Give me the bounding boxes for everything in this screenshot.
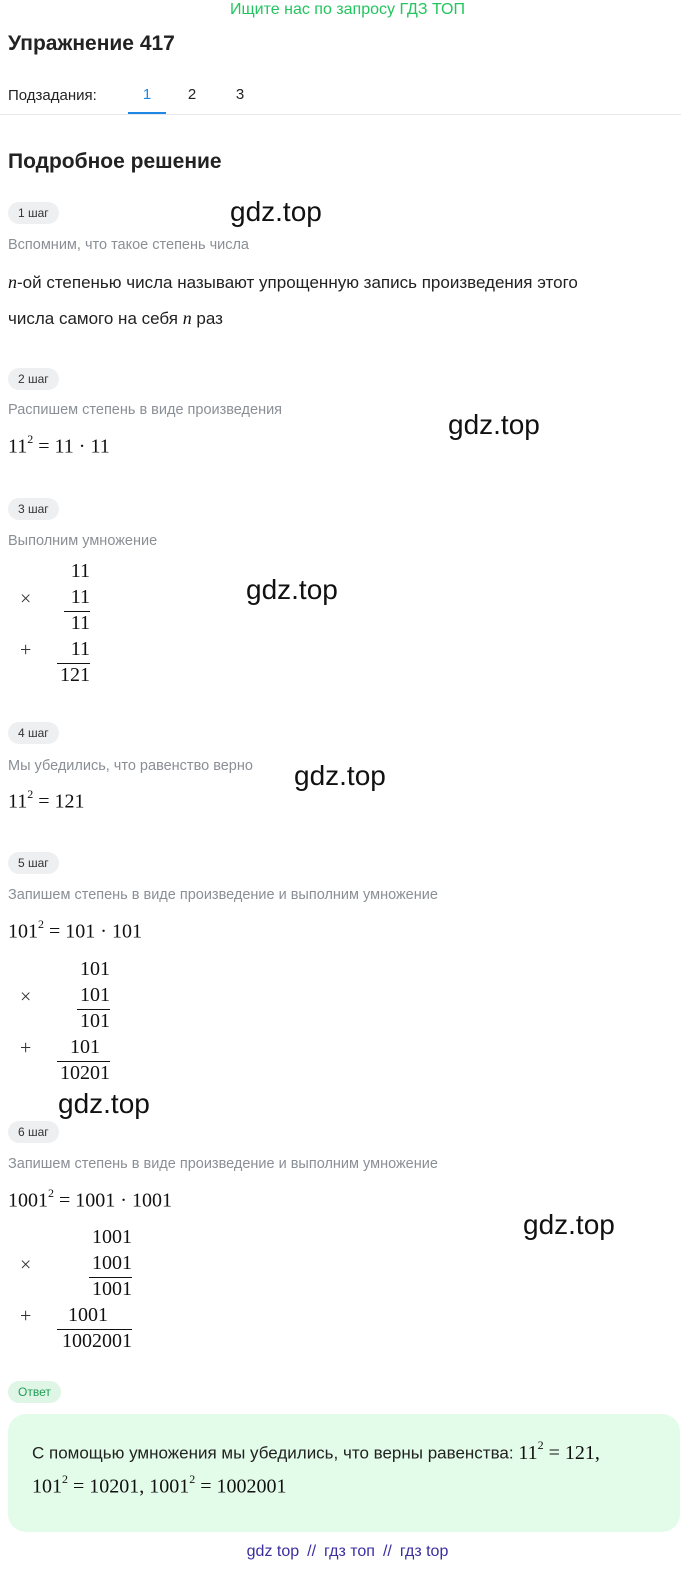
footer-link-gdz-top[interactable]: gdz top [246,1543,300,1560]
partial-product: 1001 [68,1304,108,1326]
equation-exponent: 2 [189,1472,196,1486]
step-1-badge: 1 шаг [8,202,59,224]
subtasks-label: Подзадания: [8,87,97,104]
answer-text: С помощью умножения мы убедились, что верны равенства: [32,1443,519,1463]
equation-base: 1001 [8,1189,48,1212]
step-1-text-a: -ой степенью числа называют упрощенную запись произведения этого [17,273,578,292]
watermark: gdz.top [294,760,386,791]
equation-rhs: = 101 · 101 [49,920,142,943]
footer-link-gdz-top-mixed[interactable]: гдз top [399,1543,449,1560]
equation-exponent: 2 [38,917,44,931]
tabs-divider [0,114,681,115]
step-3-badge: 3 шаг [8,498,59,520]
equation-base: 11 [8,790,28,813]
equation-rhs: = 121 [38,790,85,813]
answer-box [8,1414,680,1532]
column-multiplier: 101 [80,984,110,1006]
step-6-equation [8,1188,172,1213]
step-2-caption: Распишем степень в виде произведения [8,402,283,418]
footer-link-gdz-top-ru[interactable]: гдз топ [324,1543,375,1560]
column-result: 10201 [60,1062,110,1084]
equation-base: 101 [32,1475,62,1498]
answer-text-line-1 [32,1440,600,1465]
column-result: 121 [60,664,90,686]
step-5-badge: 5 шаг [8,852,59,874]
plus-sign: + [20,1037,32,1059]
step-1-text-c: раз [191,309,223,328]
equation-base: 11 [518,1441,538,1464]
step-1-text-b: числа самого на себя [8,309,183,328]
equation-rhs: = 11 · 11 [38,435,110,458]
footer-separator: // [307,1543,317,1560]
step-2-badge: 2 шаг [8,368,59,390]
answer-equation-1 [518,1438,600,1464]
partial-product: 101 [70,1036,100,1058]
variable-n: n [182,308,192,328]
equation-rhs: = 1001 · 1001 [59,1189,172,1212]
footer-separator: // [382,1543,392,1560]
step-3-caption: Выполним умножение [8,533,158,549]
step-4-caption: Мы убедились, что равенство верно [8,758,253,774]
answer-badge: Ответ [8,1381,61,1403]
step-5-caption: Запишем степень в виде произведение и выполним умножение [8,887,438,903]
watermark: gdz.top [230,196,322,227]
column-result: 1002001 [62,1330,132,1352]
exercise-title: Упражнение 417 [8,32,175,55]
step-5-equation [8,919,142,944]
subtask-tab-1[interactable]: 1 [142,86,152,103]
equation-exponent: 2 [27,432,34,446]
column-multiplicand: 11 [70,560,90,582]
watermark: gdz.top [58,1088,150,1119]
column-multiplicand: 1001 [92,1226,132,1248]
step-4-badge: 4 шаг [8,722,59,744]
equation-base: 11 [8,435,28,458]
watermark: gdz.top [523,1209,615,1240]
column-multiplier: 11 [70,586,90,608]
equation-exponent: 2 [537,1438,544,1452]
answer-text-line-2 [32,1474,287,1499]
multiply-sign: × [20,986,32,1008]
variable-n: n [8,272,17,292]
column-multiplicand: 101 [80,958,110,980]
watermark: gdz.top [448,409,540,440]
partial-product: 101 [80,1010,110,1032]
equation-rhs: = 10201, [73,1475,145,1498]
step-2-equation [8,434,110,459]
partial-product: 1001 [92,1278,132,1300]
equation-exponent: 2 [27,787,34,801]
step-1-text-line-1 [8,272,578,293]
partial-product: 11 [70,612,90,634]
step-1-caption: Вспомним, что такое степень числа [8,237,249,253]
multiply-sign: × [20,588,32,610]
step-1-text-line-2 [8,308,223,329]
subtask-tab-3[interactable]: 3 [235,86,245,103]
equation-exponent: 2 [62,1472,68,1486]
plus-sign: + [20,1305,32,1327]
step-6-caption: Запишем степень в виде произведение и выполним умножение [8,1156,438,1172]
partial-product: 11 [70,638,90,660]
search-hint-banner: Ищите нас по запросу ГДЗ ТОП [230,1,465,18]
equation-exponent: 2 [48,1186,54,1200]
equation-base: 1001 [149,1475,190,1498]
subtask-tab-2[interactable]: 2 [187,86,197,103]
equation-rhs: = 121, [548,1441,600,1464]
column-multiplier: 1001 [92,1252,132,1274]
step-4-equation [8,789,85,814]
equation-rhs: = 1002001 [200,1475,287,1498]
multiply-sign: × [20,1254,32,1276]
section-title: Подробное решение [8,150,222,173]
footer-links [0,1543,695,1561]
step-6-badge: 6 шаг [8,1121,59,1143]
equation-base: 101 [8,920,38,943]
watermark: gdz.top [246,574,338,605]
plus-sign: + [20,639,32,661]
